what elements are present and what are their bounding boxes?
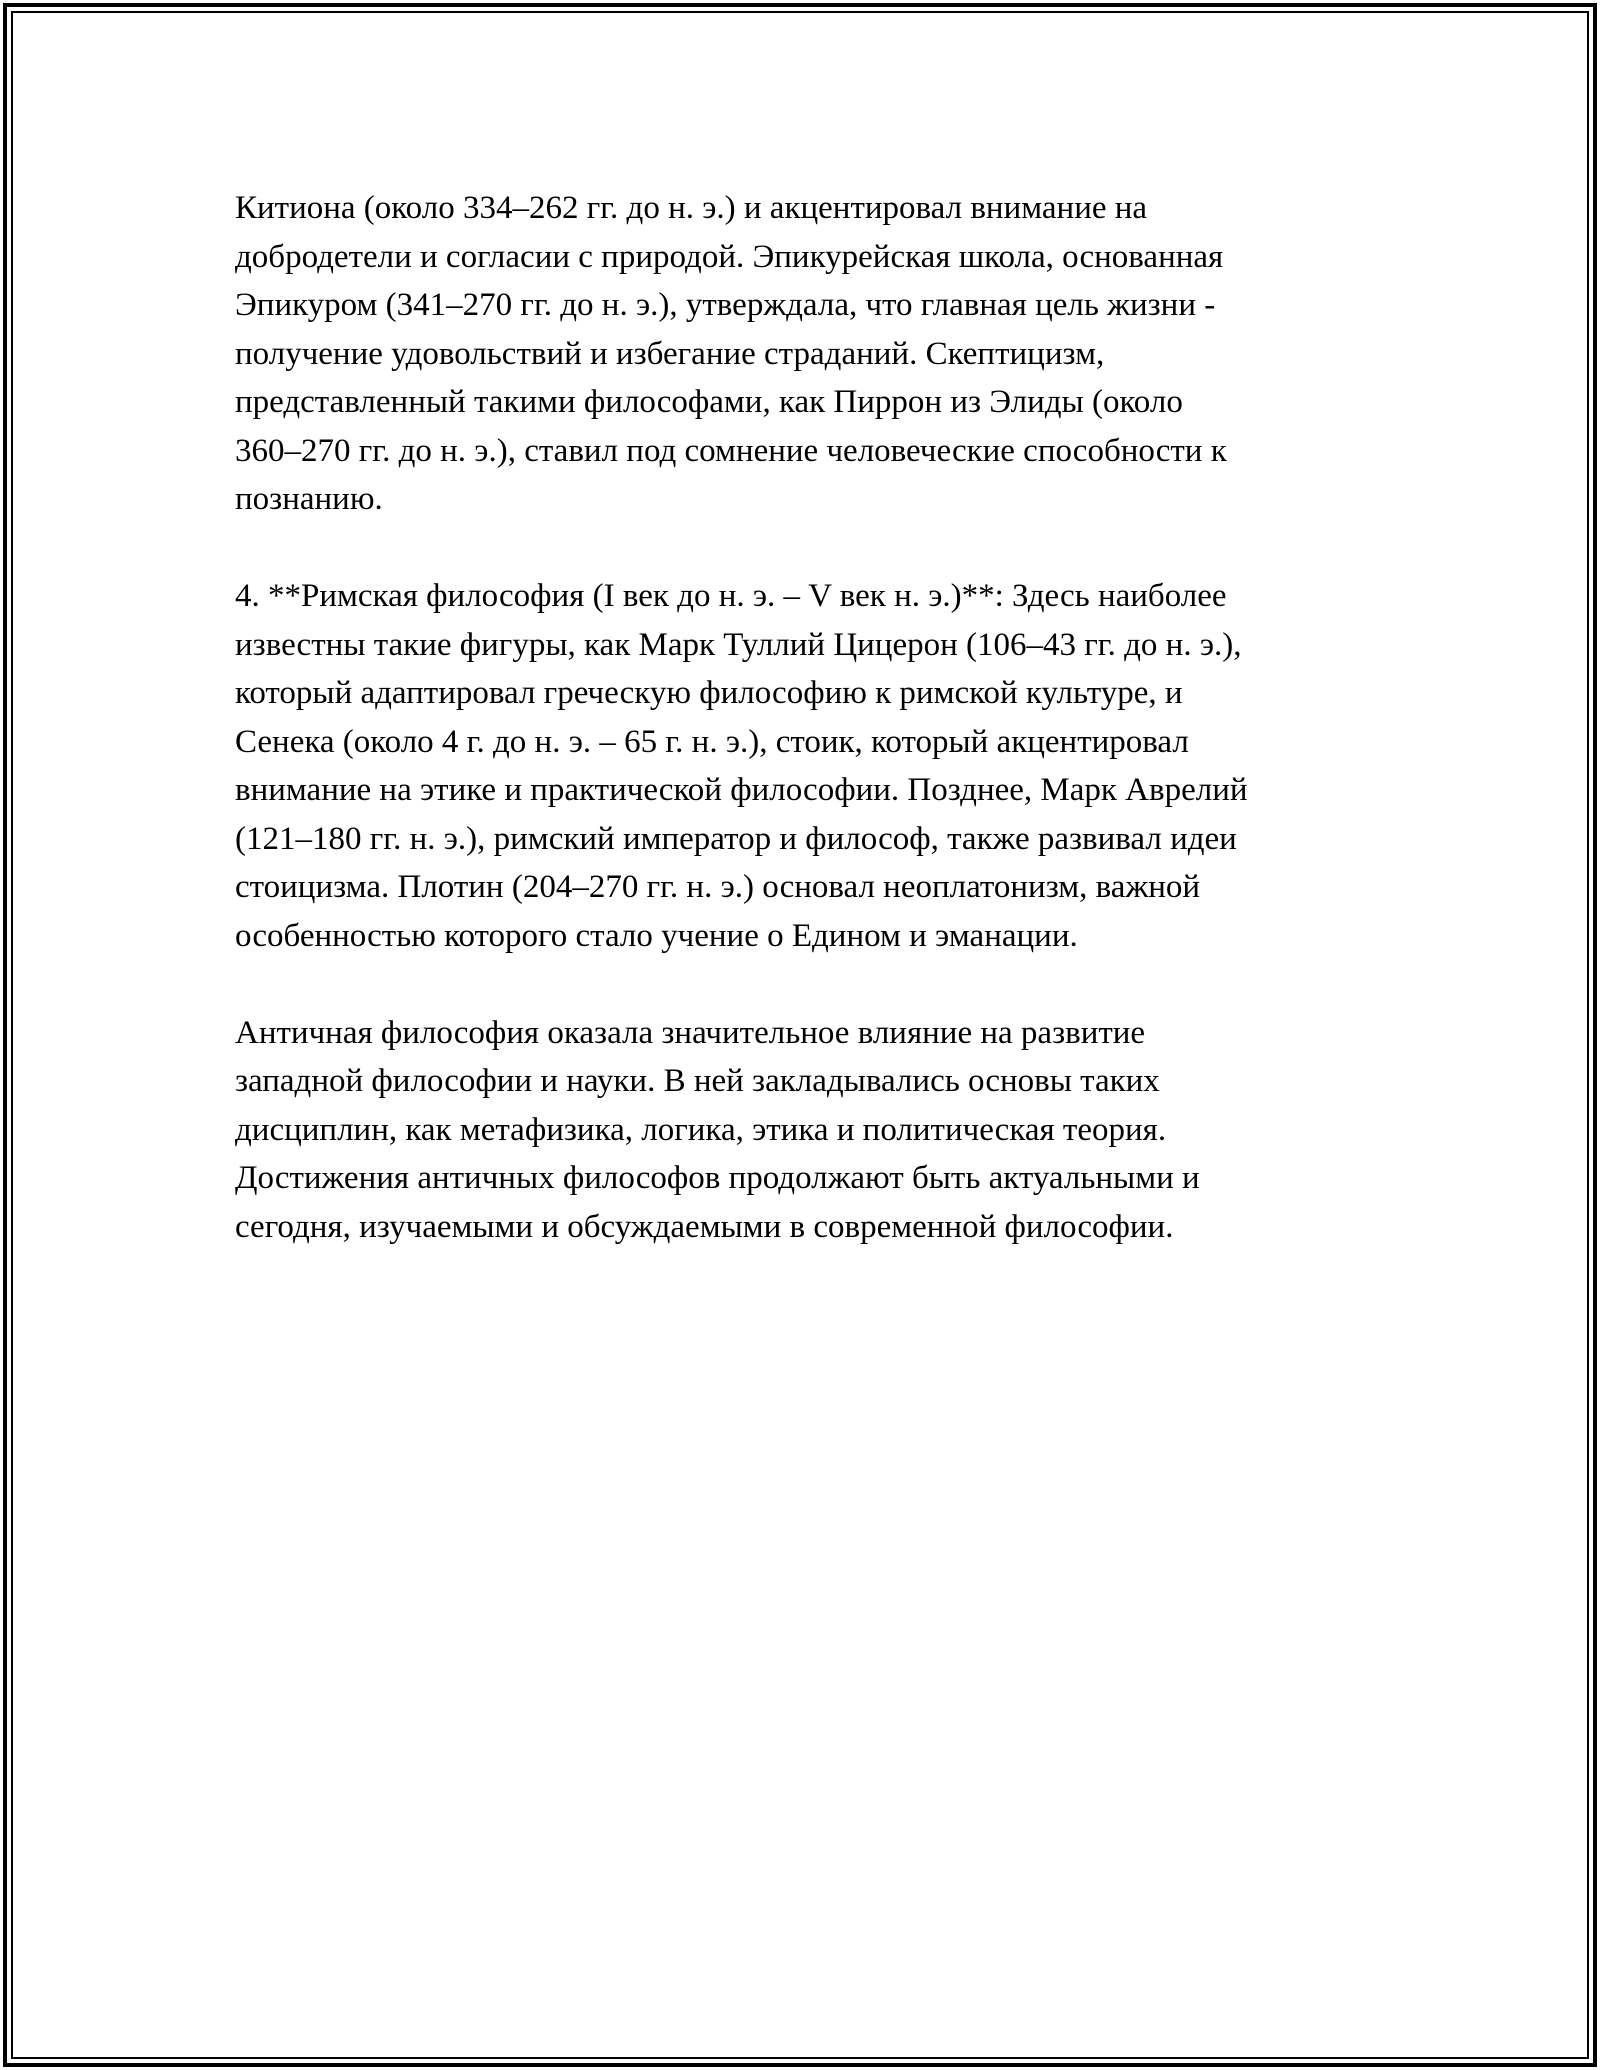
paragraph-conclusion: Античная философия оказала значительное влияние на развитие западной философии и науки. В ней закладывались основы таких дисциплин, как метафизика, логика, этика и политическая теория. Достижения античных философов продолжают быть актуальными и сегодня, изучаемыми и обсуждаемыми в современной философии. bbox=[235, 1014, 1200, 1245]
document-body bbox=[235, 184, 1415, 1300]
paragraph-hellenistic-schools: Китиона (около 334–262 гг. до н. э.) и акцентировал внимание на добродетели и согласии с природой. Эпикурейская школа, основанная Эпикуром (341–270 гг. до н. э.), утверждала, что главная цель жизни - получение удовольствий и избегание страданий. Скептицизм, представленный такими философами, как Пиррон из Элиды (около 360–270 гг. до н. э.), ставил под сомнение человеческие способности к познанию. bbox=[235, 190, 1227, 517]
paragraph-roman-philosophy: 4. **Римская философия (I век до н. э. – V век н. э.)**: Здесь наиболее известны такие фигуры, как Марк Туллий Цицерон (106–43 гг. до н. э.), который адаптировал греческую философию к римской культуре, и Сенека (около 4 г. до н. э. – 65 г. н. э.), стоик, который акцентировал внимание на этике и практической философии. Позднее, Марк Аврелий (121–180 гг. н. э.), римский император и философ, также развивал идеи стоицизма. Плотин (204–270 гг. н. э.) основал неоплатонизм, важной особенностью которого стало учение о Едином и эманации. bbox=[235, 578, 1248, 954]
